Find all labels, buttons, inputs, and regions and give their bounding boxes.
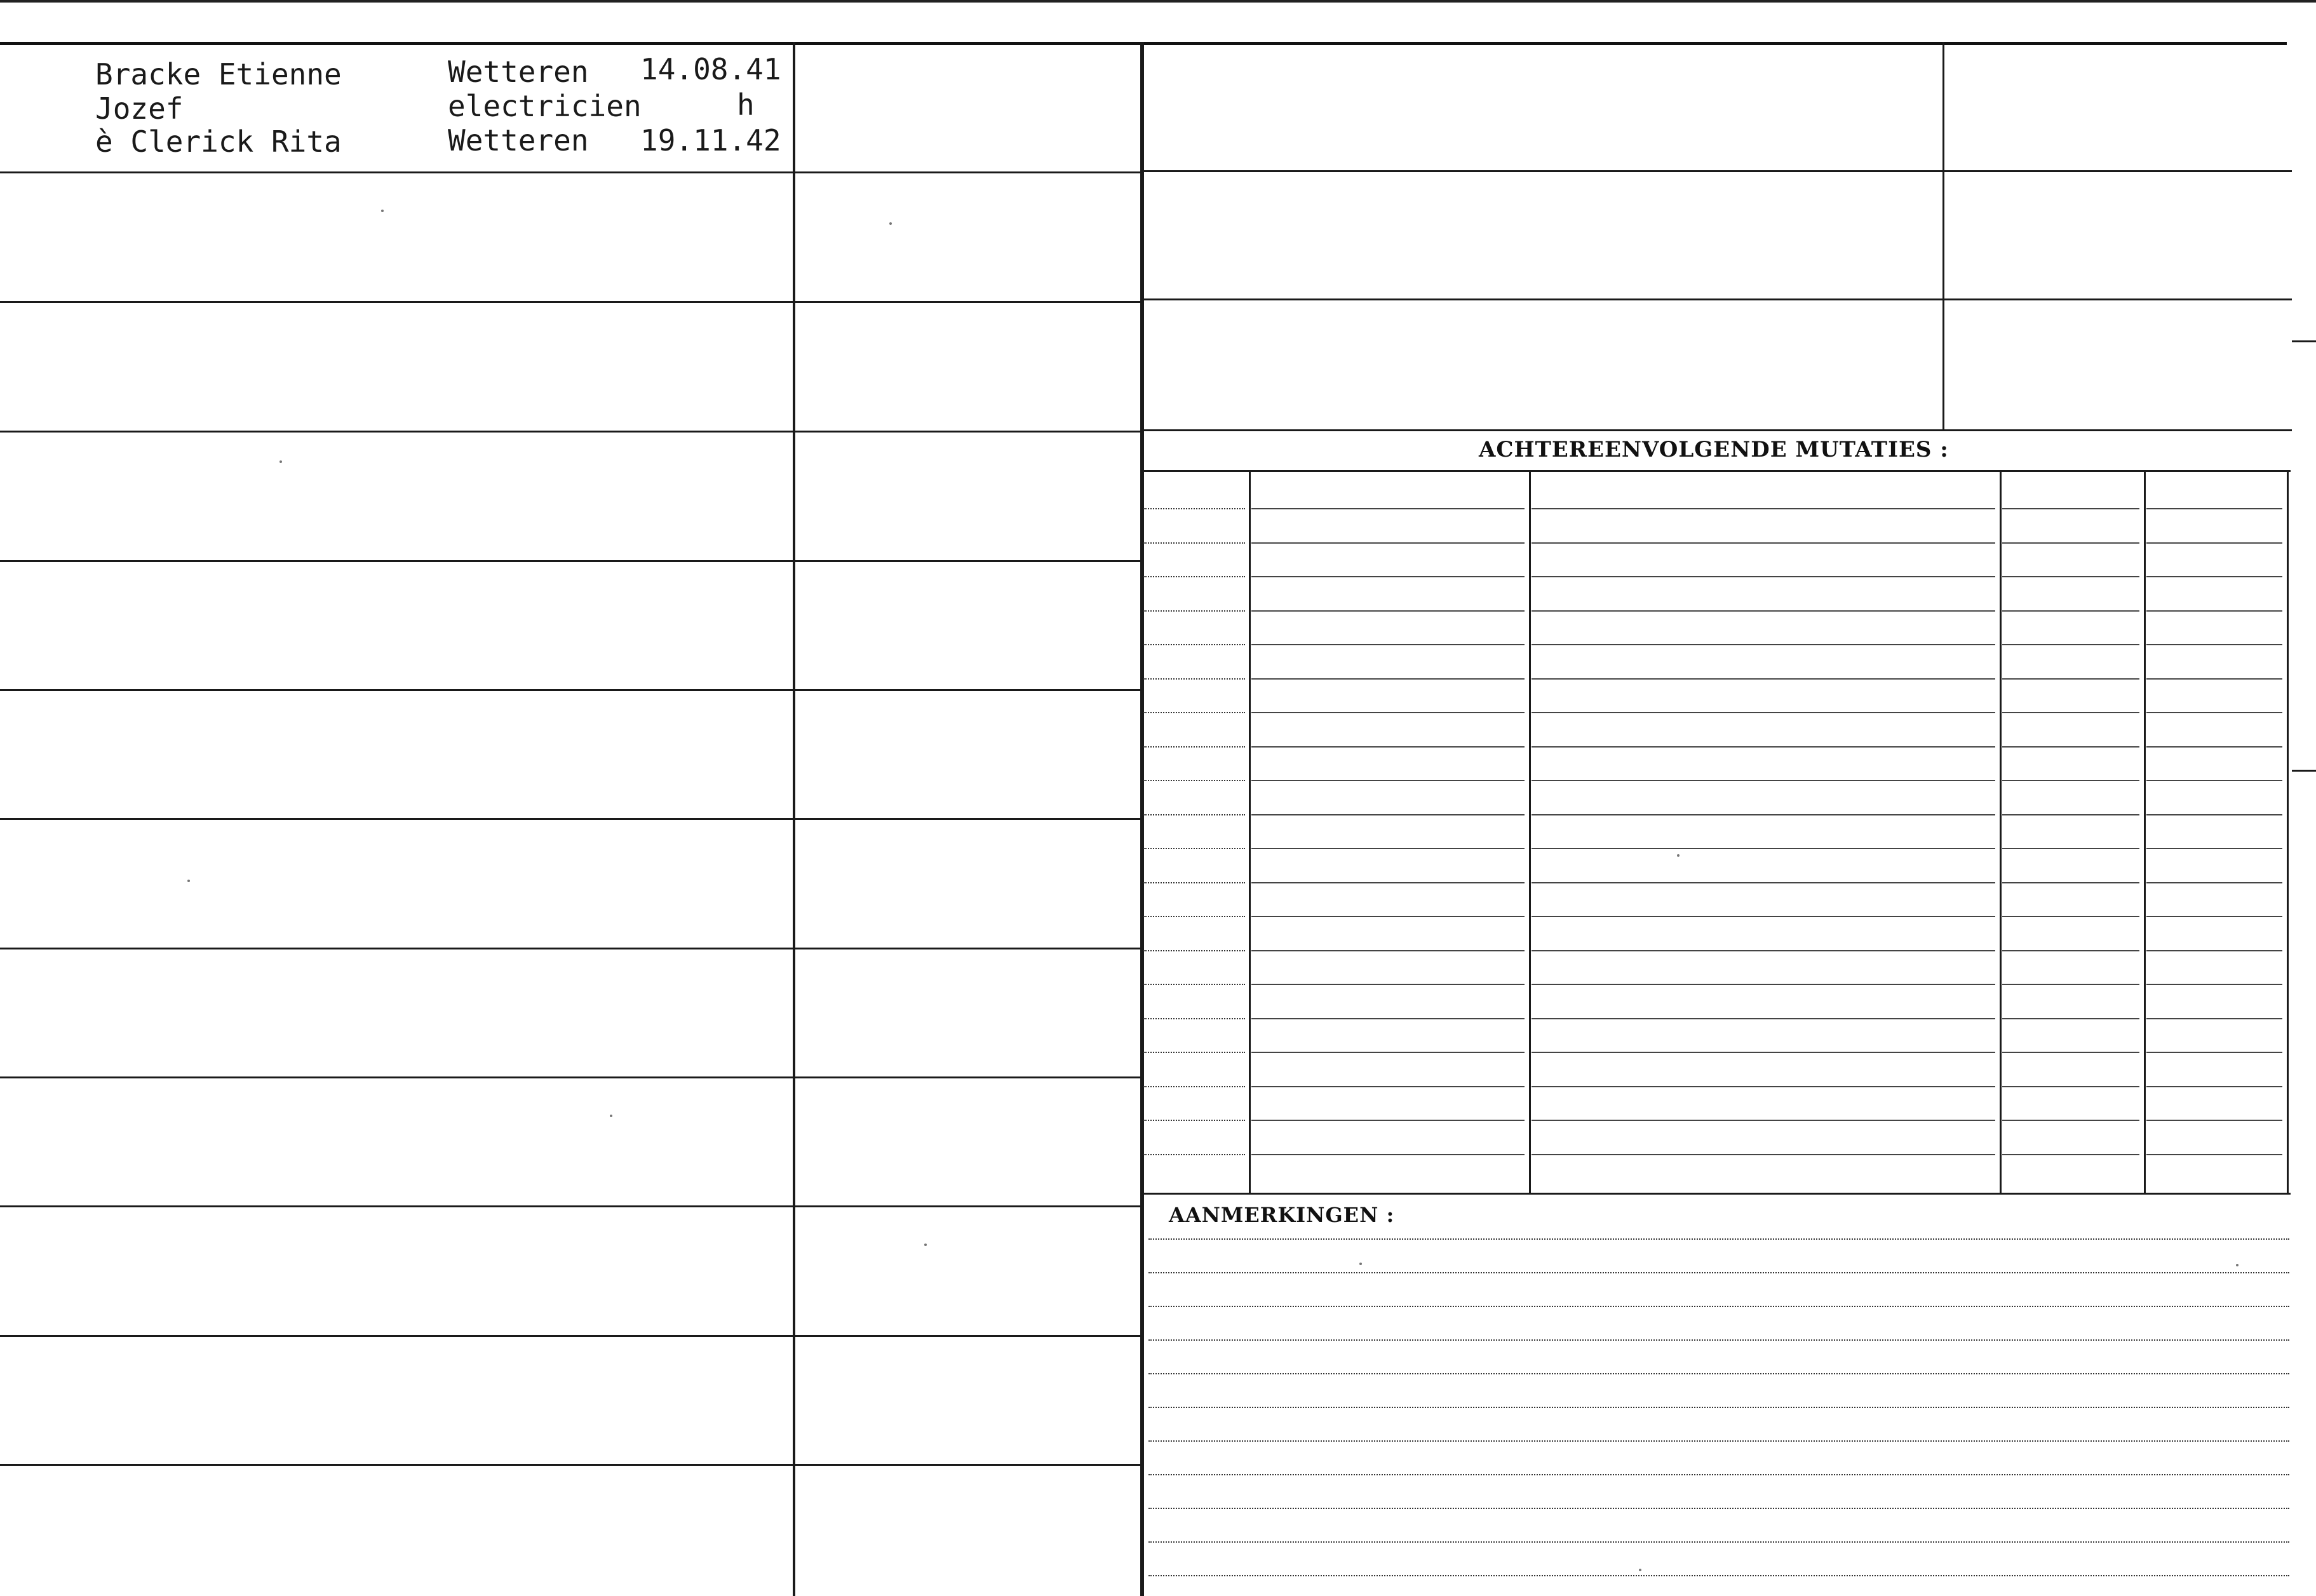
mutation-row-line — [1532, 610, 1995, 612]
remark-row-line — [1148, 1339, 2289, 1341]
mutation-row-line — [1532, 576, 1995, 577]
remark-row-line — [1148, 1407, 2289, 1408]
mutation-row-line — [2146, 712, 2282, 713]
scan-speck — [1639, 1569, 1641, 1571]
mutation-row-line — [1143, 950, 1245, 951]
mutation-row-line — [1532, 1154, 1995, 1155]
scan-speck — [279, 460, 282, 463]
mutation-row-line — [2002, 678, 2139, 680]
register-row-line — [0, 301, 1141, 303]
mutation-row-line — [2146, 984, 2282, 985]
register-row-line — [0, 1076, 1141, 1078]
register-row-line — [0, 689, 1141, 691]
mutation-row-line — [2002, 1120, 2139, 1121]
mutation-row-line — [1532, 746, 1995, 748]
mutation-row-line — [2146, 814, 2282, 815]
mutation-row-line — [1532, 950, 1995, 951]
mutation-row-line — [1532, 1086, 1995, 1087]
mutation-row-line — [2146, 610, 2282, 612]
entry-place-marriage: Wetteren — [448, 123, 589, 158]
scan-speck — [2236, 1264, 2239, 1266]
mutation-row-line — [1532, 712, 1995, 713]
scan-speck — [889, 222, 892, 225]
mutation-row-line — [1143, 542, 1245, 544]
mutation-row-line — [1143, 1120, 1245, 1121]
remark-row-line — [1148, 1272, 2289, 1273]
mutation-row-line — [1143, 712, 1245, 713]
mutation-row-line — [1532, 814, 1995, 815]
entry-place-birth: Wetteren — [448, 55, 589, 89]
mutation-row-line — [2146, 542, 2282, 544]
mutation-row-line — [1532, 848, 1995, 849]
register-row-line — [0, 818, 1141, 820]
mutation-row-line — [2002, 508, 2139, 509]
entry-name-line2: Jozef — [95, 91, 184, 126]
mutation-row-line — [1532, 1052, 1995, 1053]
mutation-row-line — [1143, 814, 1245, 815]
mutation-row-line — [1251, 610, 1525, 612]
entry-occupation: electricien — [448, 89, 642, 123]
scan-speck — [610, 1115, 612, 1117]
mutation-row-line — [1251, 916, 1525, 917]
register-row-line — [0, 948, 1141, 949]
remark-row-line — [1148, 1575, 2289, 1576]
entry-name-line3: è Clerick Rita — [95, 124, 342, 159]
mutation-row-line — [2146, 882, 2282, 883]
mutations-col-2 — [1529, 471, 1531, 1194]
mutation-row-line — [1251, 848, 1525, 849]
mutation-row-line — [1251, 678, 1525, 680]
mutation-row-line — [1143, 576, 1245, 577]
mutation-row-line — [1143, 882, 1245, 883]
mutation-row-line — [2146, 950, 2282, 951]
mutation-row-line — [2146, 1120, 2282, 1121]
mutation-row-line — [1251, 1120, 1525, 1121]
right-upper-row-1 — [1142, 170, 2292, 172]
mutation-row-line — [2002, 950, 2139, 951]
entry-date-marriage: 19.11.42 — [640, 123, 781, 158]
mutation-row-line — [1143, 644, 1245, 645]
mutation-row-line — [1251, 780, 1525, 781]
mutation-row-line — [1143, 746, 1245, 748]
mutation-row-line — [2146, 1086, 2282, 1087]
remark-row-line — [1148, 1440, 2289, 1442]
scan-speck — [1359, 1263, 1362, 1265]
mutation-row-line — [1532, 916, 1995, 917]
mutation-row-line — [1532, 984, 1995, 985]
mutation-row-line — [1251, 542, 1525, 544]
mutation-row-line — [2002, 1086, 2139, 1087]
mutation-row-line — [1251, 508, 1525, 509]
remark-row-line — [1148, 1474, 2289, 1475]
remark-row-line — [1148, 1373, 2289, 1374]
mutation-row-line — [2002, 610, 2139, 612]
register-row-line — [0, 1205, 1141, 1207]
mutation-row-line — [2146, 576, 2282, 577]
register-row-line — [0, 1335, 1141, 1337]
mutation-row-line — [2002, 576, 2139, 577]
mutations-col-3 — [2000, 471, 2002, 1194]
remarks-title: AANMERKINGEN : — [1169, 1203, 1395, 1227]
mutations-title: ACHTEREENVOLGENDE MUTATIES : — [1479, 437, 1949, 462]
mutation-row-line — [2002, 916, 2139, 917]
right-upper-row-3 — [1142, 429, 2292, 431]
mutation-row-line — [2146, 1154, 2282, 1155]
mutation-row-line — [1143, 984, 1245, 985]
entry-date-birth: 14.08.41 — [640, 52, 781, 86]
right-upper-divider — [1942, 42, 1944, 429]
mutation-row-line — [1251, 950, 1525, 951]
mutation-row-line — [1532, 1018, 1995, 1019]
mutation-row-line — [1143, 1052, 1245, 1053]
mutation-row-line — [1251, 814, 1525, 815]
mutation-row-line — [2002, 984, 2139, 985]
mutation-row-line — [1532, 508, 1995, 509]
mutation-row-line — [1143, 678, 1245, 680]
mutations-col-4 — [2144, 471, 2146, 1194]
mutation-row-line — [1143, 916, 1245, 917]
scan-speck — [187, 880, 190, 882]
mutation-row-line — [2002, 1052, 2139, 1053]
mutation-row-line — [2146, 780, 2282, 781]
mutation-row-line — [2146, 746, 2282, 748]
mutations-right-edge — [2287, 471, 2289, 1194]
mutation-row-line — [2146, 1018, 2282, 1019]
mutation-row-line — [2146, 678, 2282, 680]
right-edge-tick-1 — [2292, 340, 2316, 342]
mutation-row-line — [1143, 848, 1245, 849]
mutations-col-1 — [1249, 471, 1251, 1194]
scan-speck — [381, 210, 384, 212]
mutation-row-line — [1143, 508, 1245, 509]
mutation-row-line — [2002, 1154, 2139, 1155]
mutation-row-line — [1143, 610, 1245, 612]
mutation-row-line — [2146, 916, 2282, 917]
register-row-line — [0, 431, 1141, 433]
mutation-row-line — [2146, 508, 2282, 509]
mutation-row-line — [2002, 712, 2139, 713]
mutation-row-line — [1251, 1154, 1525, 1155]
mutation-row-line — [1143, 1018, 1245, 1019]
mutation-row-line — [2002, 644, 2139, 645]
mutation-row-line — [2146, 644, 2282, 645]
mutation-row-line — [2002, 746, 2139, 748]
entry-marker: h — [737, 88, 755, 122]
mutation-row-line — [1143, 1154, 1245, 1155]
mutation-row-line — [1251, 746, 1525, 748]
mutation-row-line — [1532, 1120, 1995, 1121]
mutation-row-line — [1143, 780, 1245, 781]
mutation-row-line — [2002, 848, 2139, 849]
register-row-line — [0, 560, 1141, 562]
mutation-row-line — [1532, 882, 1995, 883]
scan-speck — [1677, 854, 1680, 857]
mutation-row-line — [2002, 882, 2139, 883]
mutation-row-line — [2146, 1052, 2282, 1053]
mutation-row-line — [1251, 576, 1525, 577]
mutation-row-line — [1251, 1018, 1525, 1019]
remark-row-line — [1148, 1508, 2289, 1509]
mutation-row-line — [1143, 1086, 1245, 1087]
mutation-row-line — [1532, 678, 1995, 680]
mutation-row-line — [1251, 712, 1525, 713]
entry-name-line1: Bracke Etienne — [95, 57, 342, 91]
right-edge-tick-2 — [2292, 770, 2316, 772]
remark-row-line — [1148, 1541, 2289, 1543]
scan-speck — [924, 1244, 927, 1246]
mutation-row-line — [2002, 780, 2139, 781]
mutation-row-line — [1251, 984, 1525, 985]
mutations-bottom — [1142, 1193, 2291, 1195]
mutation-row-line — [1251, 1086, 1525, 1087]
top-border — [0, 0, 2316, 3]
mutation-row-line — [1251, 1052, 1525, 1053]
mutation-row-line — [2002, 542, 2139, 544]
remark-row-line — [1148, 1238, 2289, 1240]
mutation-row-line — [2002, 1018, 2139, 1019]
mutation-row-line — [2146, 848, 2282, 849]
mutation-row-line — [1251, 882, 1525, 883]
register-row-line — [0, 1464, 1141, 1466]
mutation-row-line — [1532, 644, 1995, 645]
mutations-header-bottom — [1142, 470, 2291, 472]
remark-row-line — [1148, 1306, 2289, 1307]
register-row-line — [0, 171, 1141, 173]
right-upper-row-2 — [1142, 298, 2292, 300]
mutation-row-line — [1532, 780, 1995, 781]
mutation-row-line — [1532, 542, 1995, 544]
mutation-row-line — [2002, 814, 2139, 815]
mutation-row-line — [1251, 644, 1525, 645]
